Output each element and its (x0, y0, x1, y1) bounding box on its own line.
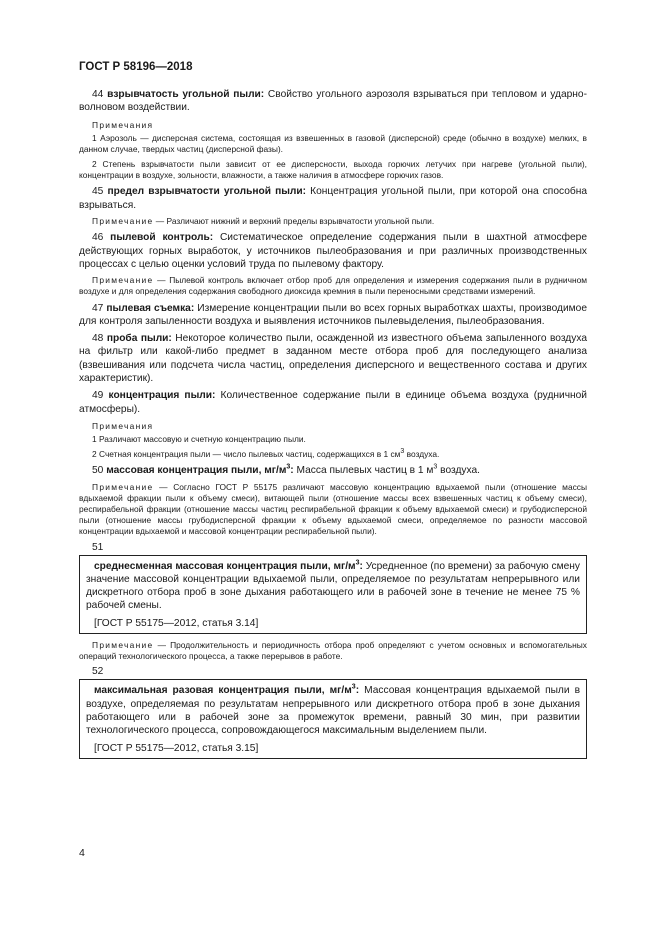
term-52 (86, 684, 580, 737)
term-definition: Количественное содержание пыли в единице объема воздуха (рудничной атмосферы). (79, 390, 587, 415)
note-text: 2 Счетная концентрация пыли — число пылевых частиц, содержащихся в 1 см (92, 449, 401, 460)
reference: [ГОСТ Р 55175—2012, статья 3.14] (94, 617, 259, 629)
note: 1 Аэрозоль — дисперсная система, состоящая из взвешенных в газовой (дисперсной) среде (обычно в воздухе) мелких, в данном случае, твердых частиц (дисперсной фазы). (79, 132, 587, 154)
superscript: 3 (433, 463, 438, 471)
note: 2 Степень взрывчатости пыли зависит от ее дисперсности, выхода горючих летучих при нагреве (угольной пыли), концентрации в воздухе, зольности, влажности, а также наличия в атмосфере горючих газов. (79, 159, 587, 181)
term-title: взрывчатость угольной пыли: (107, 89, 265, 100)
term-title-text: массовая концентрация пыли, мг/м (106, 465, 287, 477)
term-definition: Массовая концентрация вдыхаемой пыли в воздухе, определяемая по результатам непрерывного или дискретного отбора проб в зоне дыхания работающего или в рабочей зоне за промежуток времени, равный 30 мин, при развитии технологического процесса, сопровождающегося максимальным выделением пыли. (86, 685, 581, 737)
term-number-52: 52 (92, 666, 104, 678)
term-title-text: : (290, 465, 294, 477)
page-number: 4 (79, 847, 85, 859)
note-label: Примечание (92, 481, 154, 492)
term-title-text: максимальная разовая концентрация пыли, мг/м (94, 685, 352, 697)
note: 1 Различают массовую и счетную концентрацию пыли. (92, 433, 306, 444)
term-50 (79, 464, 587, 477)
term-title: предел взрывчатости угольной пыли: (107, 186, 307, 198)
term-48 (79, 332, 587, 385)
term-44 (79, 88, 587, 115)
term-title: пылевая съемка: (106, 302, 195, 314)
term-number: 47 (92, 302, 104, 314)
term-number: 44 (92, 89, 104, 100)
superscript: 3 (286, 463, 291, 471)
term-title: пылевой контроль: (110, 232, 214, 244)
term-title-text: среднесменная массовая концентрация пыли, мг/м (94, 560, 356, 572)
term-51-box (79, 555, 587, 634)
term-definition: Свойство угольного аэрозоля взрываться при тепловом и ударно-волновом воздействии. (79, 89, 587, 114)
term-number: 45 (92, 186, 104, 198)
notes-title: Примечания (92, 119, 154, 130)
term-title (94, 561, 363, 572)
term-number: 46 (92, 232, 104, 244)
superscript: 3 (400, 448, 405, 456)
term-definition: Систематическое определение содержания пыли в шахтной атмосфере действующих горных выработок, у источников пылеобразования и при различных производственных процессах с целью оценки условий труда по пылевому фактору. (79, 232, 587, 270)
term-title: концентрация пыли: (108, 390, 216, 402)
page-header: ГОСТ Р 58196—2018 (79, 61, 193, 73)
term-number-51: 51 (92, 541, 104, 553)
note-text: — Пылевой контроль включает отбор проб для определения и измерения содержания пыли в рудничном воздухе и для определения содержания свободного диоксида кремния в пыли переносными средствами измерений. (79, 275, 587, 297)
term-49 (79, 389, 587, 416)
term-definition: Усредненное (по времени) за рабочую смену значение массовой концентрации вдыхаемой пыли, определяемое по результатам непрерывного или дискретного отбора проб в зоне дыхания работающего или в рабочей зоне в течение не менее 75 % рабочей смены. (86, 560, 580, 612)
term-45 (79, 185, 587, 212)
term-47 (79, 302, 587, 329)
note-text: — Различают нижний и верхний пределы взрывчатости угольной пыли. (153, 216, 435, 226)
term-title: проба пыли: (106, 333, 172, 345)
term-52-box (79, 679, 587, 758)
note-label: Примечание (92, 216, 154, 226)
superscript: 3 (355, 559, 360, 567)
term-title (94, 685, 359, 696)
note (79, 275, 587, 297)
term-number: 49 (92, 390, 104, 402)
note (79, 640, 587, 662)
note-label: Примечание (92, 275, 154, 286)
term-definition: Измерение концентрации пыли во всех горных выработках шахты, производимое для контроля запыленности воздуха и выявления источников пылевыделения, пылеобразования. (79, 302, 587, 327)
reference: [ГОСТ Р 55175—2012, статья 3.15] (94, 742, 259, 754)
note-label: Примечание (92, 640, 154, 651)
note (79, 216, 587, 227)
note (79, 482, 587, 538)
term-number: 48 (92, 333, 104, 345)
note (79, 449, 587, 460)
note-text: воздуха. (404, 449, 440, 460)
notes-title: Примечания (92, 420, 154, 431)
note-text: — Согласно ГОСТ Р 55175 различают массовую концентрацию вдыхаемой пыли (отношение массы вдыхаемой фракции пыли к объему смеси), витающей пыли (отношение массы всех взвешенных частиц к объему смеси), респирабельной фракции (отношение массы частиц респирабельной фракции к объему вдыхаемой смеси) и грубодисперсной пыли (отношение массы грубодисперсной фракции к объему вдыхаемой смеси, определяемое по разности массовой концентрации вдыхаемой и массовой концентрации респирабельной пыли). (79, 481, 587, 537)
term-51 (86, 560, 580, 613)
term-title-text: : (355, 685, 360, 697)
term-definition: Некоторое количество пыли, осажденной из известного объема запыленного воздуха на фильтр или какой-либо предмет в заданном месте отбора проб для последующего анализа (взвешивания или подсчета числа частиц, определения дисперсного и вещественного состава и других характеристик). (79, 333, 587, 384)
term-definition: Концентрация угольной пыли, при которой она способна взрываться. (79, 186, 587, 211)
term-title (106, 465, 294, 476)
term-definition: воздуха. (437, 465, 480, 477)
page-content (79, 88, 587, 765)
term-title-text: : (359, 560, 363, 572)
term-definition: Масса пылевых частиц в 1 м (293, 465, 434, 477)
superscript: 3 (351, 684, 356, 692)
term-number: 50 (92, 465, 104, 477)
note-text: — Продолжительность и периодичность отбора проб определяют с учетом основных и вспомогательных операций технологического процесса, а также перерывов в работе. (79, 640, 587, 662)
term-46 (79, 231, 587, 271)
